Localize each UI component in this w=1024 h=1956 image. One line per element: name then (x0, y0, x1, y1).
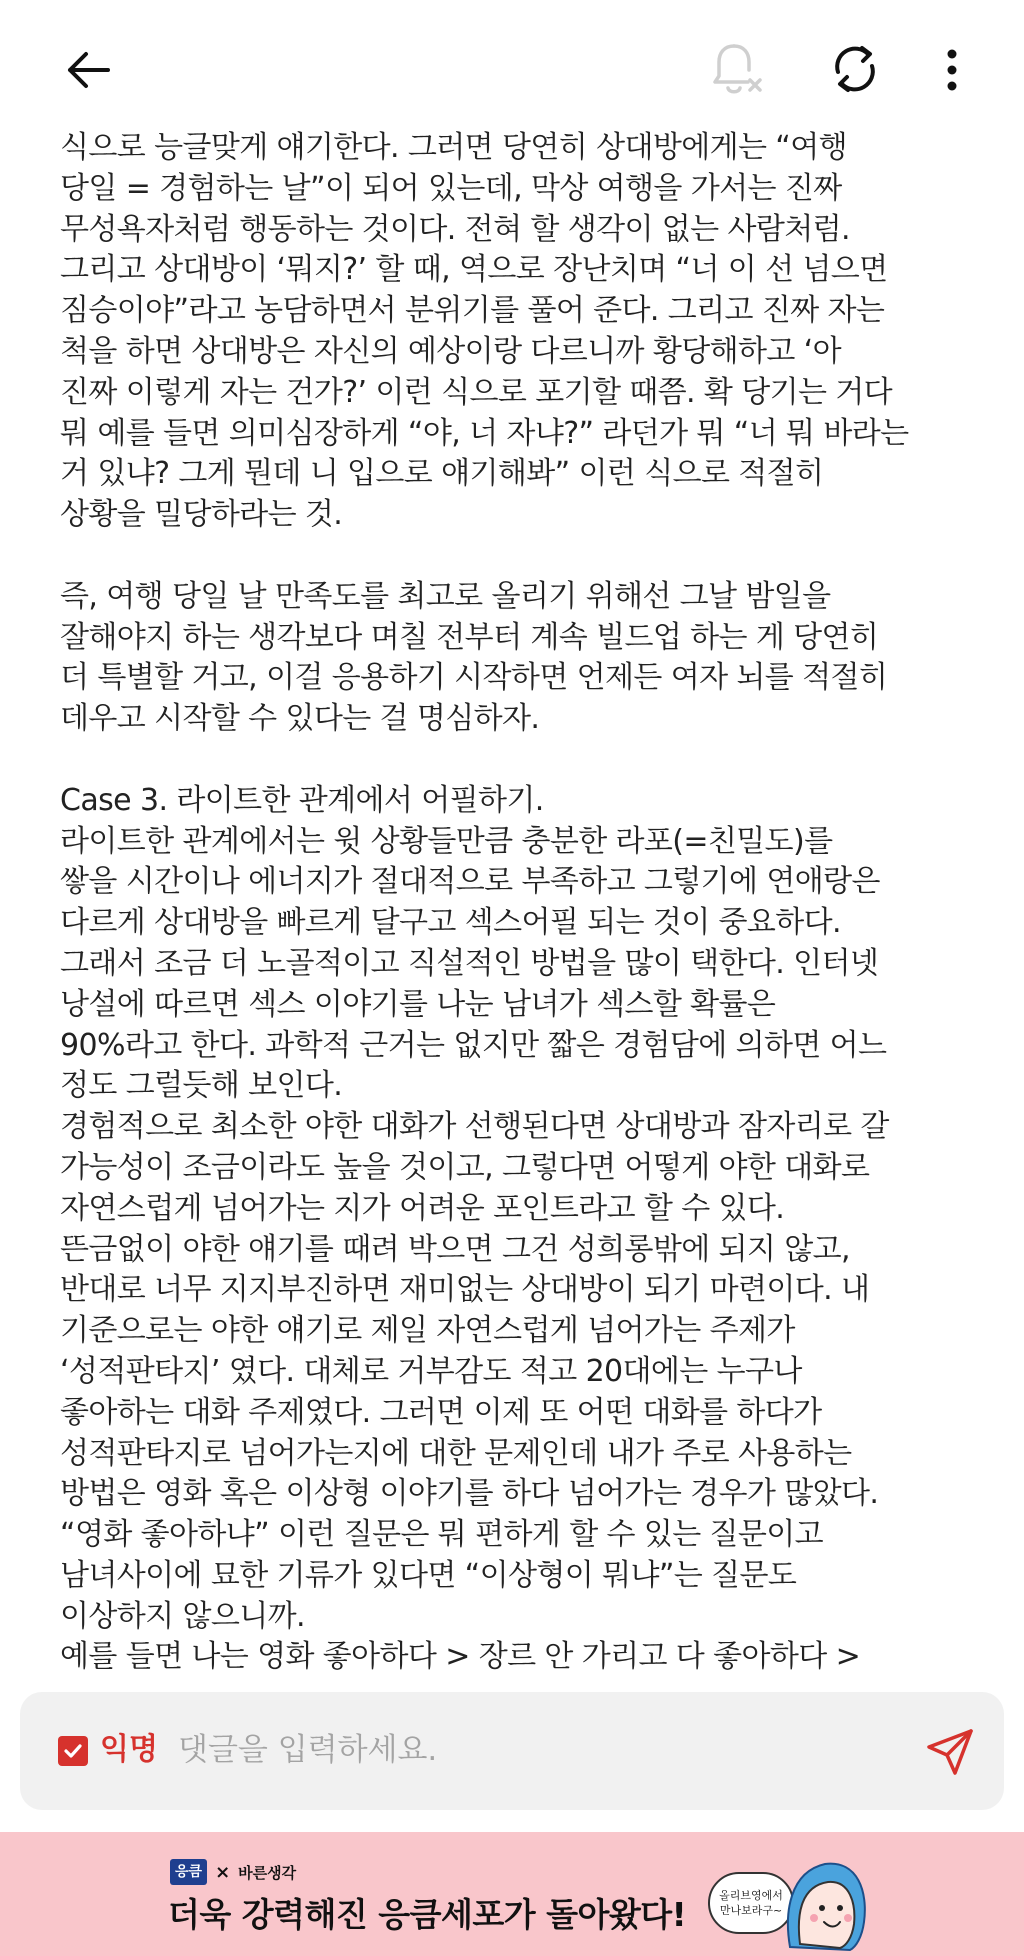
article-paragraph: Case 3. 라이트한 관계에서 어필하기. 라이트한 관계에서는 윗 상황들만큼 충분한 라포(=친밀도)를 쌓을 시간이나 에너지가 절대적으로 부족하고 그렇기에 연애랑은 다르게 상대방을 빠르게 달구고 섹스어필 되는 것이 중요하다. 그래서 조금 더 노골적이고 직설적인 방법을 많이 택한다. 인터넷 낭설에 따르면 섹스 이야기를 나눈 남녀가 섹스할 확률은 90%라고 한다. 과학적 근거는 없지만 짧은 경험담에 의하면 어느 정도 그럴듯해 보인다. 경험적으로 최소한 야한 대화가 선행된다면 상대방과 잠자리로 갈 가능성이 조금이라도 높을 것이고, 그렇다면 어떻게 야한 대화로 자연스럽게 넘어가는 지가 어려운 포인트라고 할 수 있다. 뜬금없이 야한 얘기를 때려 박으면 그건 성희롱밖에 되지 않고, 반대로 너무 지지부진하면 재미없는 상대방이 되기 마련이다. 내 기준으로는 야한 얘기로 제일 자연스럽게 넘어가는 주제가 ‘성적판타지’ 였다. 대체로 거부감도 적고 20대에는 누구나 좋아하는 대화 주제였다. 그러면 이제 또 어떤 대화를 하다가 성적판타지로 넘어가는지에 대한 문제인데 내가 주로 사용하는 방법은 영화 혹은 이상형 이야기를 하다 넘어가는 경우가 많았다. “영화 좋아하냐” 이런 질문은 뭐 편하게 할 수 있는 질문이고 남녀사이에 묘한 기류가 있다면 “이상형이 뭐냐”는 질문도 이상하지 않으니까. 예를 들면 나는 영화 좋아하다 > 장르 안 가리고 다 좋아하다 > (60, 782, 889, 1675)
bell-off-icon (710, 40, 766, 100)
send-button[interactable] (920, 1722, 980, 1782)
anonymous-label[interactable]: 익명 (100, 1732, 158, 1767)
paragraph-gap (60, 740, 972, 781)
ad-logo (170, 1858, 296, 1886)
check-icon (62, 1740, 84, 1762)
article-paragraph: 식으로 능글맞게 얘기한다. 그러면 당연히 상대방에게는 “여행 당일 = 경험하는 날”이 되어 있는데, 막상 여행을 가서는 진짜 무성욕자처럼 행동하는 것이다. 전혀 할 생각이 없는 사람처럼. 그리고 상대방이 ‘뭐지?’ 할 때, 역으로 장난치며 “너 이 선 넘으면 짐승이야”라고 농담하면서 분위기를 풀어 준다. 그리고 진짜 자는 척을 하면 상대방은 자신의 예상이랑 다르니까 황당해하고 ‘아 진짜 이렇게 자는 건가?’ 이런 식으로 포기할 때쯤. 확 당기는 거다 뭐 예를 들면 의미심장하게 “야, 너 자냐?” 라던가 뭐 “너 뭐 바라는 거 있냐? 그게 뭔데 니 입으로 얘기해봐” 이런 식으로 적절히 상황을 밀당하라는 것. (60, 130, 909, 533)
ad-speech-bubble: 올리브영에서 만나보라구~ (708, 1872, 794, 1934)
ad-headline: 더욱 강력해진 응큼세포가 돌아왔다! (168, 1895, 687, 1934)
paragraph-gap (60, 536, 972, 577)
refresh-icon (828, 42, 882, 96)
top-app-bar (0, 0, 1024, 136)
comment-bar (20, 1692, 1004, 1810)
more-vertical-icon (946, 48, 958, 92)
send-icon (925, 1727, 975, 1777)
ad-character-illustration (780, 1852, 870, 1952)
refresh-button[interactable] (820, 34, 890, 104)
comment-input[interactable] (178, 1722, 878, 1778)
ad-brand-name: 바른생각 (238, 1863, 297, 1882)
ad-logo-separator: × (215, 1861, 231, 1883)
article-paragraph: 즉, 여행 당일 날 만족도를 최고로 올리기 위해선 그날 밤일을 잘해야지 하는 생각보다 며칠 전부터 계속 빌드업 하는 게 당연히 더 특별할 거고, 이걸 응용하기 시작하면 언제든 여자 뇌를 적절히 데우고 시작할 수 있다는 걸 명심하자. (60, 578, 888, 737)
arrow-left-icon (66, 50, 110, 90)
ad-logo-mark: 응큼 (170, 1859, 207, 1885)
anonymous-checkbox[interactable] (58, 1736, 88, 1766)
ad-banner[interactable] (0, 1832, 1024, 1956)
more-options-button[interactable] (932, 40, 972, 100)
back-button[interactable] (56, 38, 120, 102)
notification-off-button[interactable] (702, 36, 774, 104)
article-body (60, 128, 972, 1678)
